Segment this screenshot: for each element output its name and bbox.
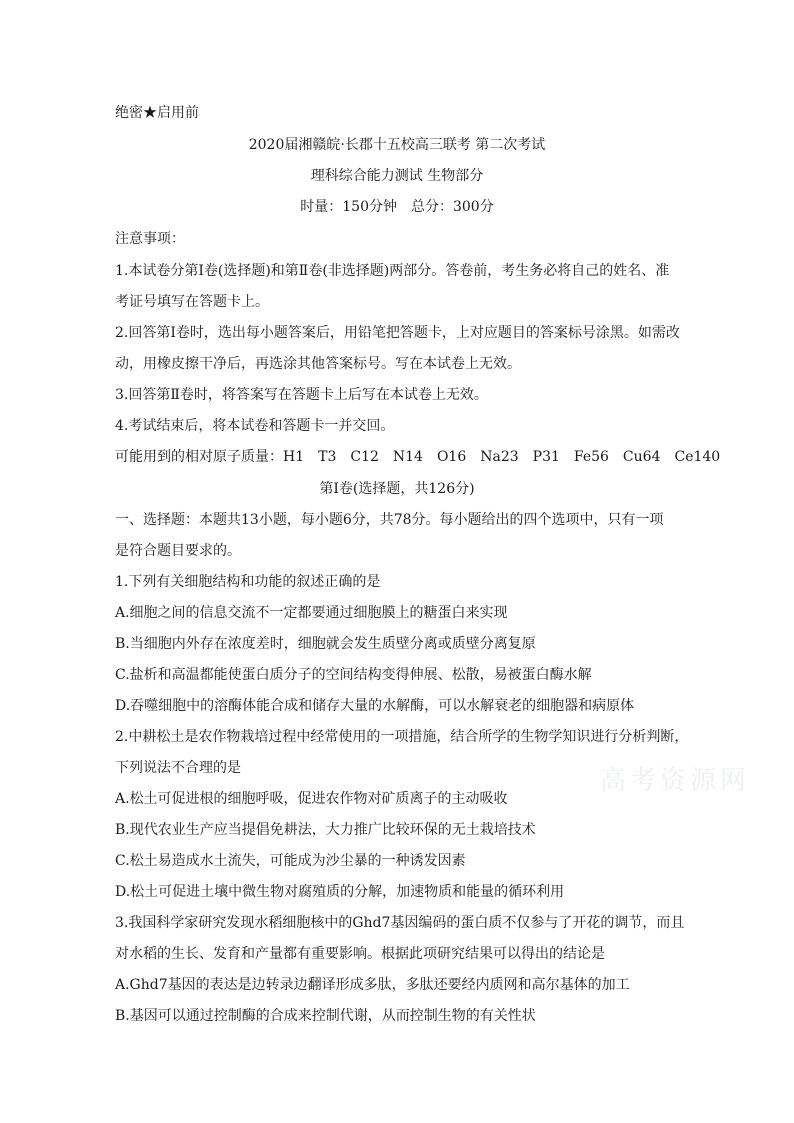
- question-1-option-b: B.当细胞内外存在浓度差时，细胞就会发生质壁分离或质壁分离复原: [115, 636, 536, 652]
- question-2-stem: 2.中耕松土是农作物栽培过程中经常使用的一项措施，结合所学的生物学知识进行分析判断，: [115, 729, 689, 745]
- section-intro: 一、选择题：本题共13小题，每小题6分，共78分。每小题给出的四个选项中，只有一项: [115, 512, 664, 528]
- watermark: 高考资源网: [600, 766, 751, 796]
- question-1-stem: 1.下列有关细胞结构和功能的叙述正确的是: [115, 574, 381, 590]
- question-1-option-d: D.吞噬细胞中的溶酶体能合成和储存大量的水解酶，可以水解衰老的细胞器和病原体: [115, 698, 635, 714]
- section-title: 第Ⅰ卷(选择题，共126分): [319, 481, 475, 497]
- note-line: 考证号填写在答题卡上。: [115, 294, 269, 310]
- note-line: 3.回答第Ⅱ卷时，将答案写在答题卡上后写在本试卷上无效。: [115, 387, 488, 403]
- question-2-option-a: A.松土可促进根的细胞呼吸，促进农作物对矿质离子的主动吸收: [115, 791, 508, 807]
- note-line: 2.回答第Ⅰ卷时，选出每小题答案后，用铅笔把答题卡，上对应题目的答案标号涂黑。如需改: [115, 325, 680, 341]
- question-1-option-a: A.细胞之间的信息交流不一定都要通过细胞膜上的糖蛋白来实现: [115, 605, 508, 621]
- question-1-option-c: C.盐析和高温都能使蛋白质分子的空间结构变得伸展、松散，易被蛋白酶水解: [115, 667, 592, 683]
- section-intro: 是符合题目要求的。: [115, 543, 241, 559]
- exam-time: 时量：150分钟 总分：300分: [300, 199, 494, 215]
- exam-title: 2020届湘赣皖·长郡十五校高三联考 第二次考试: [248, 137, 546, 153]
- note-line: 4.考试结束后，将本试卷和答题卡一并交回。: [115, 418, 395, 434]
- note-line: 动，用橡皮擦干净后，再选涂其他答案标号。写在本试卷上无效。: [115, 356, 521, 372]
- question-2-option-b: B.现代农业生产应当提倡免耕法，大力推广比较环保的无土栽培技术: [115, 822, 536, 838]
- notes-heading: 注意事项：: [115, 231, 185, 247]
- question-3-option-a: A.Ghd7基因的表达是边转录边翻译形成多肽，多肽还要经内质网和高尔基体的加工: [115, 977, 630, 993]
- question-3-stem: 3.我国科学家研究发现水稻细胞核中的Ghd7基因编码的蛋白质不仅参与了开花的调节，而且: [115, 915, 685, 931]
- question-3-option-b: B.基因可以通过控制酶的合成来控制代谢，从而控制生物的有关性状: [115, 1008, 536, 1024]
- atomic-mass-line: 可能用到的相对原子质量：H1 T3 C12 N14 O16 Na23 P31 Fe56 Cu64 Ce140: [115, 449, 721, 465]
- question-2-option-d: D.松土可促进土壤中微生物对腐殖质的分解，加速物质和能量的循环利用: [115, 884, 565, 900]
- note-line: 1.本试卷分第Ⅰ卷(选择题)和第Ⅱ卷(非选择题)两部分。答卷前，考生务必将自己的姓名、准: [115, 263, 670, 279]
- question-2-stem: 下列说法不合理的是: [115, 760, 241, 776]
- exam-subtitle: 理科综合能力测试 生物部分: [310, 168, 484, 184]
- question-2-option-c: C.松土易造成水土流失，可能成为沙尘暴的一种诱发因素: [115, 853, 466, 869]
- secret-label: 绝密★启用前: [115, 105, 199, 121]
- question-3-stem: 对水稻的生长、发育和产量都有重要影响。根据此项研究结果可以得出的结论是: [115, 946, 605, 962]
